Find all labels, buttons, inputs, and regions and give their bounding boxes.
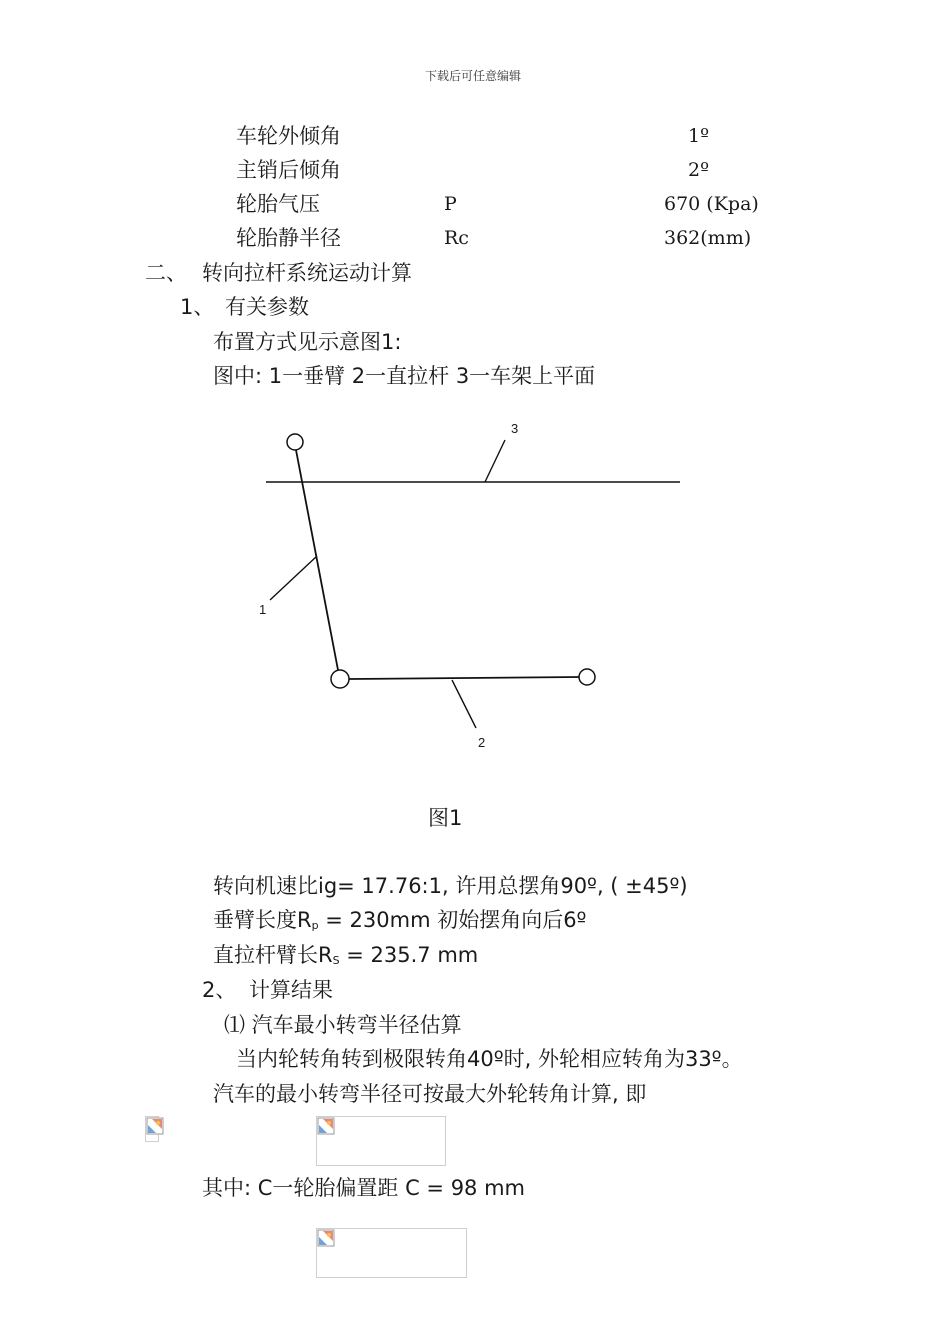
item-1-heading: ⑴ 汽车最小转弯半径估算 [224,1013,462,1037]
rod-length-line [213,941,478,975]
subsection-2-title: 计算结果 [249,978,333,1002]
legend-text: 图中: 1一垂臂 2一直拉杆 3一车架上平面 [213,364,596,388]
section-number: 二、 [145,261,187,285]
section-title: 转向拉杆系统运动计算 [202,261,412,285]
broken-image-icon [317,1117,335,1135]
subsection-1-number: 1、 [180,295,215,319]
page-header: 下载后可任意编辑 [425,69,522,83]
paragraph-2: 汽车的最小转弯半径可按最大外轮转角计算, 即 [213,1082,647,1106]
figure-caption: 图1 [428,806,463,830]
rod-length-prefix: 直拉杆臂长R [213,943,333,967]
formula-image-2 [316,1228,467,1278]
pitman-arm-line [296,450,338,670]
pitman-arm-bottom-joint [331,670,349,688]
label-2-leader [452,680,476,728]
drag-link-line [349,677,580,679]
broken-image-small [145,1116,159,1142]
param-symbol-4: Rc [444,227,469,249]
pitman-arm-top-joint [287,434,303,450]
ratio-line: 转向机速比ig= 17.76:1, 许用总摆角90º, ( ±45º) [213,874,688,898]
param-name-3: 轮胎气压 [236,192,320,216]
arm-length-line [213,906,586,940]
arm-length-prefix: 垂臂长度R [213,908,312,932]
arm-length-subscript: p [311,919,319,932]
param-value-2: 2º [688,159,710,181]
drag-link-end-joint [579,669,595,685]
label-1-leader [270,556,317,600]
broken-image-icon [146,1117,164,1135]
rod-length-subscript: S [332,954,340,967]
param-value-3: 670 (Kpa) [664,193,759,215]
subsection-1-title: 有关参数 [225,295,309,319]
formula-image-1 [316,1116,446,1166]
label-1: 1 [259,602,267,617]
label-2: 2 [478,735,486,750]
label-3: 3 [511,421,519,436]
param-name-1: 车轮外倾角 [236,124,341,148]
param-value-1: 1º [688,125,710,147]
param-name-2: 主销后倾角 [236,158,341,182]
broken-image-icon [317,1229,335,1247]
where-line: 其中: C一轮胎偏置距 C = 98 mm [202,1176,526,1200]
rod-length-suffix: = 235.7 mm [339,943,479,967]
layout-text: 布置方式见示意图1: [213,330,402,354]
param-symbol-3: P [444,193,457,215]
param-name-4: 轮胎静半径 [236,226,341,250]
paragraph-1: 当内轮转角转到极限转角40º时, 外轮相应转角为33º。 [236,1047,743,1071]
label-3-leader [485,440,505,482]
subsection-2-number: 2、 [202,978,237,1002]
arm-length-suffix: = 230mm 初始摆角向后6º [318,908,587,932]
param-value-4: 362(mm) [664,227,752,249]
